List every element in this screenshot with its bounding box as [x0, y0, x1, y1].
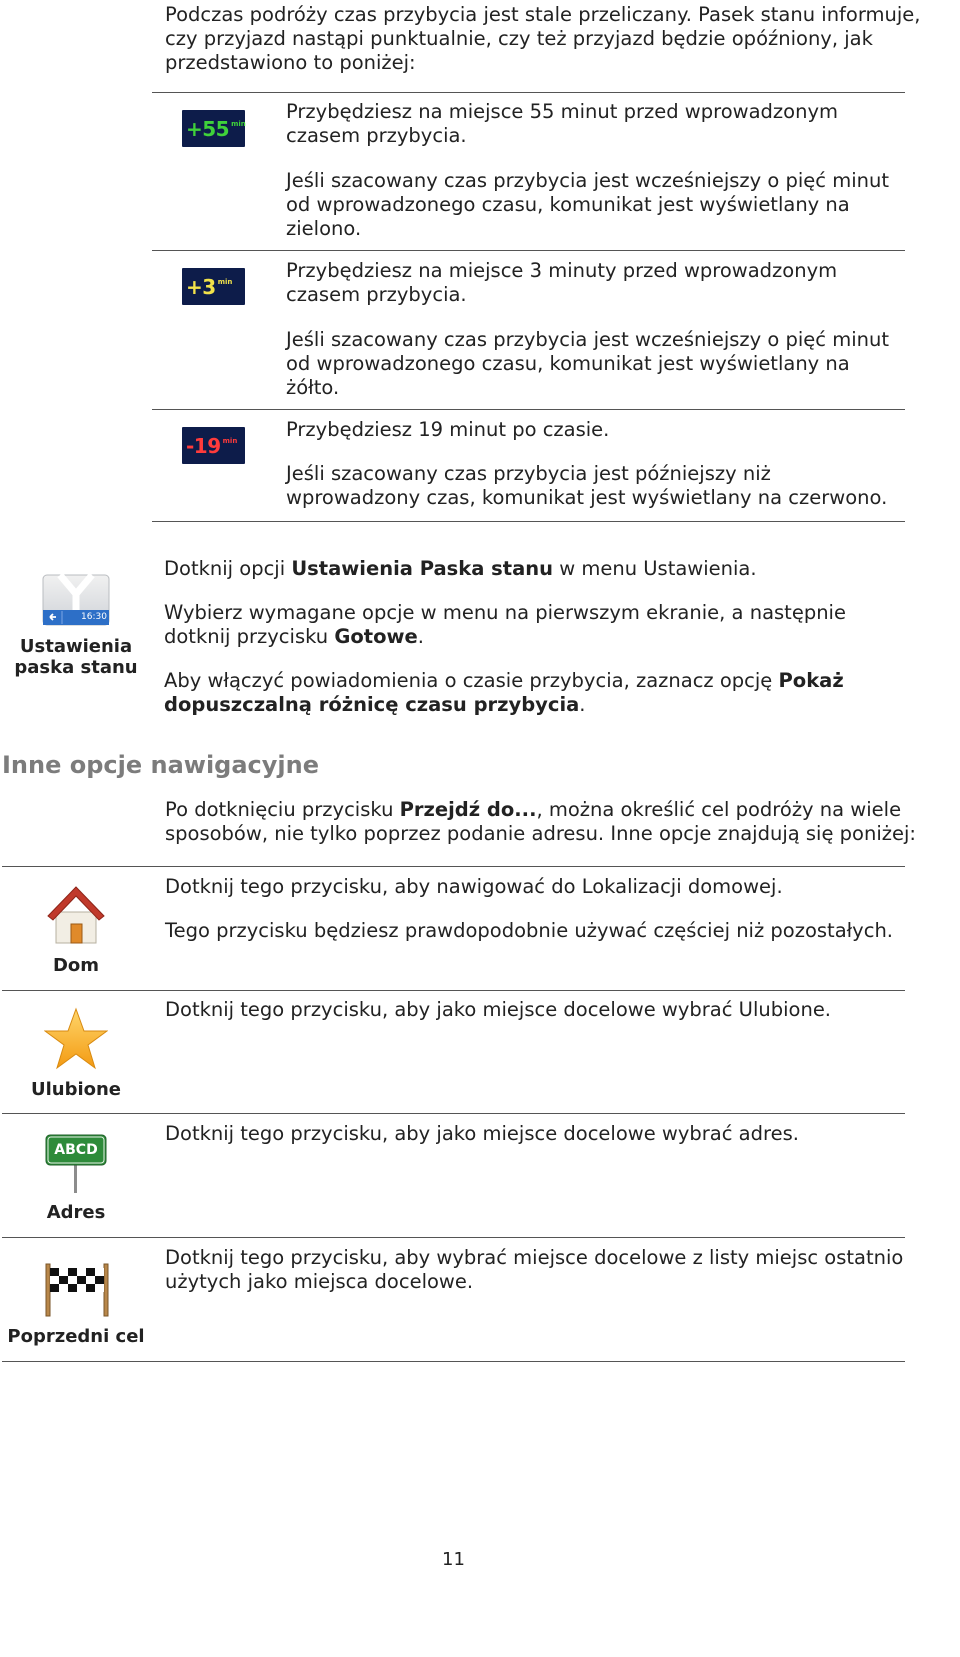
divider — [2, 990, 905, 991]
favorites-button[interactable] — [44, 1007, 108, 1071]
option-label: Ulubione — [30, 1079, 122, 1100]
option-name: dopuszczalną różnicę czasu przybycia — [164, 693, 580, 716]
arrival-note: od wprowadzonego czasu, komunikat jest wyświetlany na — [286, 193, 850, 216]
text: . — [417, 625, 424, 648]
page-number: 11 — [442, 1549, 465, 1570]
intro-line: czy przyjazd nastąpi punktualnie, czy też przyjazd będzie opóźniony, jak — [165, 27, 873, 50]
arrival-note: żółto. — [286, 376, 340, 399]
divider — [152, 521, 905, 522]
divider — [2, 1237, 905, 1238]
option-label: Dom — [52, 955, 100, 976]
menu-option-name: Ustawienia Paska stanu — [291, 557, 554, 580]
option-label: Poprzedni cel — [7, 1326, 145, 1347]
arrival-note: Jeśli szacowany czas przybycia jest wcześniejszy o pięć minut — [286, 328, 889, 351]
home-button[interactable] — [46, 884, 106, 946]
divider — [152, 92, 905, 93]
option-description: Dotknij tego przycisku, aby jako miejsce docelowe wybrać adres. — [165, 1122, 799, 1145]
badge-value: +3 — [186, 274, 216, 299]
label-line: paska stanu — [14, 657, 138, 678]
statusbar-settings-icon[interactable] — [42, 574, 110, 626]
instruction-3b — [164, 693, 904, 717]
star-icon — [44, 1007, 108, 1071]
option-text — [165, 998, 905, 1022]
option-description: Dotknij tego przycisku, aby jako miejsce docelowe wybrać Ulubione. — [165, 998, 832, 1021]
instruction-1 — [164, 557, 904, 581]
arrival-note: zielono. — [286, 217, 362, 240]
option-text — [165, 1122, 905, 1146]
arrival-note: Jeśli szacowany czas przybycia jest wcześniejszy o pięć minut — [286, 169, 889, 192]
arrival-row-text — [286, 259, 906, 400]
text: , można określić cel podróży na wiele — [536, 798, 902, 821]
button-name: Przejdź do... — [399, 798, 537, 821]
section-intro — [165, 798, 925, 846]
text: Po dotknięciu przycisku — [165, 798, 400, 821]
arrival-note: od wprowadzonego czasu, komunikat jest wyświetlany na — [286, 352, 850, 375]
statusbar-settings-label — [6, 636, 146, 678]
option-description: Dotknij tego przycisku, aby nawigować do Lokalizacji domowej. — [165, 875, 783, 898]
icon-time: 16:30 — [81, 612, 107, 622]
section-intro-line — [165, 798, 925, 822]
badge-unit: min — [217, 277, 233, 286]
section-intro-line: sposobów, nie tylko poprzez podanie adresu. Inne opcje znajdują się poniżej: — [165, 822, 916, 845]
intro-line: przedstawiono to poniżej: — [165, 51, 416, 74]
instruction-3 — [164, 669, 904, 693]
option-name: Pokaż — [778, 669, 844, 692]
statusbar-settings-text — [164, 557, 904, 717]
previous-destination-button[interactable] — [44, 1262, 110, 1318]
early-55-badge — [182, 110, 245, 147]
option-description: Tego przycisku będziesz prawdopodobnie używać częściej niż pozostałych. — [165, 919, 894, 942]
arrival-note: Jeśli szacowany czas przybycia jest późniejszy niż — [286, 462, 771, 485]
button-name: Gotowe — [334, 625, 418, 648]
text: w menu Ustawienia. — [553, 557, 757, 580]
late-19-badge — [182, 427, 245, 464]
arrival-main: Przybędziesz na miejsce 3 minuty przed wprowadzonym — [286, 259, 838, 282]
section-title: Inne opcje nawigacyjne — [2, 751, 320, 779]
divider — [152, 409, 905, 410]
arrival-main: czasem przybycia. — [286, 283, 467, 306]
divider — [2, 1113, 905, 1114]
badge-value: -19 — [186, 433, 221, 458]
arrival-row-text — [286, 418, 906, 510]
sign-text: ABCD — [54, 1142, 98, 1158]
intro-paragraph — [165, 3, 925, 75]
option-text — [165, 875, 905, 943]
divider — [2, 1361, 905, 1362]
home-icon — [46, 884, 106, 946]
option-description: użytych jako miejsca docelowe. — [165, 1270, 474, 1293]
intro-line: Podczas podróży czas przybycia jest stale przeliczany. Pasek stanu informuje, — [165, 3, 921, 26]
option-description: Dotknij tego przycisku, aby wybrać miejsce docelowe z listy miejsc ostatnio — [165, 1246, 904, 1269]
arrival-main: Przybędziesz 19 minut po czasie. — [286, 418, 610, 441]
instruction-2b — [164, 625, 904, 649]
address-button[interactable] — [44, 1133, 108, 1195]
text: . — [579, 693, 586, 716]
divider — [2, 866, 905, 867]
label-line: Ustawienia — [19, 636, 133, 657]
text: Aby włączyć powiadomienia o czasie przybycia, zaznacz opcję — [164, 669, 779, 692]
text: dotknij przycisku — [164, 625, 335, 648]
text: Dotknij opcji — [164, 557, 292, 580]
option-text — [165, 1246, 905, 1294]
option-label: Adres — [46, 1202, 106, 1223]
divider — [152, 250, 905, 251]
instruction-2: Wybierz wymagane opcje w menu na pierwszym ekranie, a następnie — [164, 601, 846, 624]
badge-unit: min — [231, 119, 246, 128]
arrival-main: czasem przybycia. — [286, 124, 467, 147]
badge-unit: min — [222, 436, 238, 445]
early-3-badge — [182, 268, 245, 305]
arrival-note: wprowadzony czas, komunikat jest wyświetlany na czerwono. — [286, 486, 888, 509]
arrival-row-text — [286, 100, 906, 241]
checkered-flag-icon — [44, 1262, 110, 1318]
arrival-main: Przybędziesz na miejsce 55 minut przed wprowadzonym — [286, 100, 838, 123]
badge-value: +55 — [186, 116, 230, 141]
